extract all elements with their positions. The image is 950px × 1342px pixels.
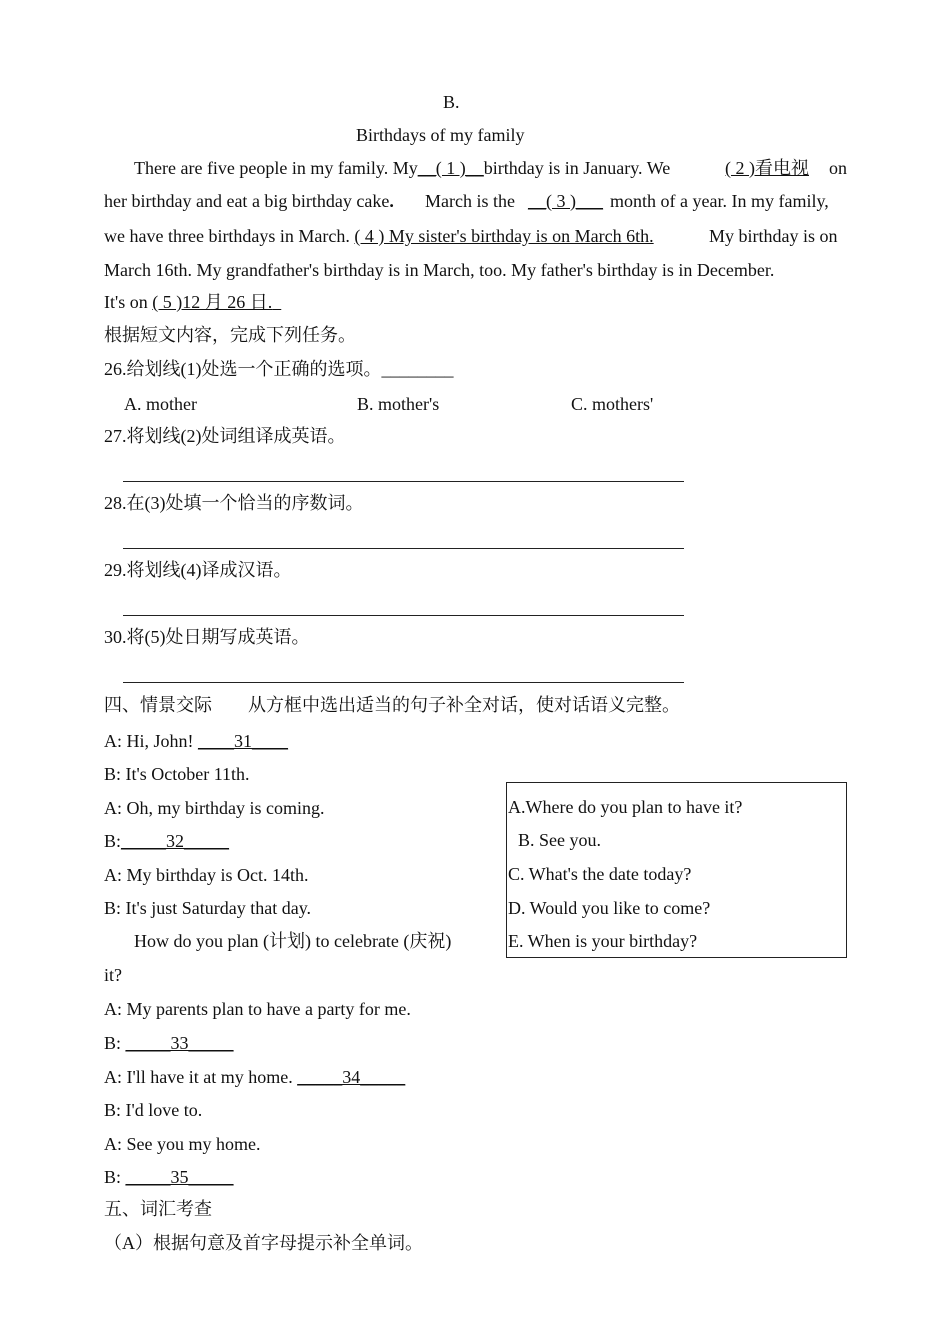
- passage-line-2: [104, 190, 394, 212]
- dialogue-text: A: Hi, John!: [104, 731, 194, 751]
- section-4-heading: 四、情景交际 从方框中选出适当的句子补全对话，使对话语义完整。: [104, 695, 680, 715]
- blank-1[interactable]: __( 1 )__: [417, 158, 484, 178]
- answer-line-28[interactable]: [123, 548, 684, 549]
- dialogue-text: B:: [104, 1033, 122, 1053]
- dialogue-text: A: I'll have it at my home.: [104, 1067, 293, 1087]
- option-c[interactable]: C. mothers': [571, 394, 654, 414]
- blank-32[interactable]: _____32_____: [121, 831, 230, 851]
- question-29: 29.将划线(4)译成汉语。: [104, 560, 292, 580]
- dialogue-line: How do you plan (计划) to celebrate (庆祝): [134, 931, 452, 951]
- passage-text: There are five people in my family. My: [134, 158, 418, 178]
- passage-line-5: [104, 291, 281, 313]
- blank-4[interactable]: ( 4 ) My sister's birthday is on March 6th.: [354, 226, 654, 246]
- box-option-d[interactable]: D. Would you like to come?: [508, 898, 711, 918]
- passage-title: Birthdays of my family: [356, 125, 525, 145]
- dialogue-line: A: My parents plan to have a party for me.: [104, 999, 411, 1019]
- blank-34[interactable]: _____34_____: [297, 1067, 406, 1087]
- passage-text: on: [829, 158, 847, 178]
- passage-line-4: March 16th. My grandfather's birthday is in March, too. My father's birthday is in December.: [104, 260, 775, 280]
- dialogue-line: [104, 1032, 234, 1054]
- question-30: 30.将(5)处日期写成英语。: [104, 627, 310, 647]
- dialogue-line: B: It's just Saturday that day.: [104, 898, 312, 918]
- passage-text: we have three birthdays in March.: [104, 226, 350, 246]
- question-28: 28.在(3)处填一个恰当的序数词。: [104, 493, 364, 513]
- dialogue-text: B:: [104, 831, 122, 851]
- instruction: 根据短文内容，完成下列任务。: [104, 325, 356, 345]
- answer-line-30[interactable]: [123, 682, 684, 683]
- dialogue-line: B: It's October 11th.: [104, 764, 250, 784]
- blank-33[interactable]: _____33_____: [125, 1033, 234, 1053]
- passage-text: month of a year. In my family,: [610, 191, 829, 211]
- passage-text: birthday is in January. We: [483, 158, 671, 178]
- dialogue-text: B:: [104, 1167, 122, 1187]
- dialogue-line: B: I'd love to.: [104, 1100, 203, 1120]
- dialogue-line: [104, 1066, 405, 1088]
- dialogue-line: A: Oh, my birthday is coming.: [104, 798, 325, 818]
- passage-text: her birthday and eat a big birthday cake: [104, 191, 390, 211]
- options-box: [506, 782, 847, 958]
- passage-line-1: [134, 157, 670, 179]
- blank-31[interactable]: ____31____: [198, 731, 288, 751]
- blank-5[interactable]: [152, 292, 281, 312]
- passage-line-3: [104, 225, 654, 247]
- answer-line-27[interactable]: [123, 481, 684, 482]
- question-26: 26.给划线(1)处选一个正确的选项。________: [104, 359, 454, 379]
- blank-5-pad: [272, 292, 281, 312]
- dialogue-line: it?: [104, 965, 122, 985]
- blank-3[interactable]: __( 3 )___: [528, 191, 603, 211]
- section-5-heading: 五、词汇考查: [104, 1199, 212, 1219]
- dialogue-line: A: See you my home.: [104, 1134, 261, 1154]
- passage-text: It's on: [104, 292, 148, 312]
- option-b[interactable]: B. mother's: [357, 394, 440, 414]
- box-option-e[interactable]: E. When is your birthday?: [508, 931, 698, 951]
- blank-5-text: ( 5 )12 月 26 日.: [152, 292, 273, 312]
- blank-35[interactable]: _____35_____: [125, 1167, 234, 1187]
- section-label: B.: [443, 92, 460, 112]
- passage-text: My birthday is on: [709, 226, 838, 246]
- answer-line-29[interactable]: [123, 615, 684, 616]
- box-option-c[interactable]: C. What's the date today?: [508, 864, 692, 884]
- dialogue-line: A: My birthday is Oct. 14th.: [104, 865, 309, 885]
- box-option-b[interactable]: B. See you.: [518, 830, 601, 850]
- dialogue-line: [104, 830, 229, 852]
- blank-2[interactable]: ( 2 )看电视: [725, 158, 809, 178]
- box-option-a[interactable]: A.Where do you plan to have it?: [508, 797, 743, 817]
- passage-text: March is the: [425, 191, 515, 211]
- section-5-sub: （A）根据句意及首字母提示补全单词。: [104, 1233, 423, 1253]
- passage-text: .: [389, 191, 394, 211]
- option-a[interactable]: A. mother: [124, 394, 197, 414]
- question-27: 27.将划线(2)处词组译成英语。: [104, 426, 346, 446]
- dialogue-line: [104, 1166, 234, 1188]
- dialogue-line: [104, 730, 288, 752]
